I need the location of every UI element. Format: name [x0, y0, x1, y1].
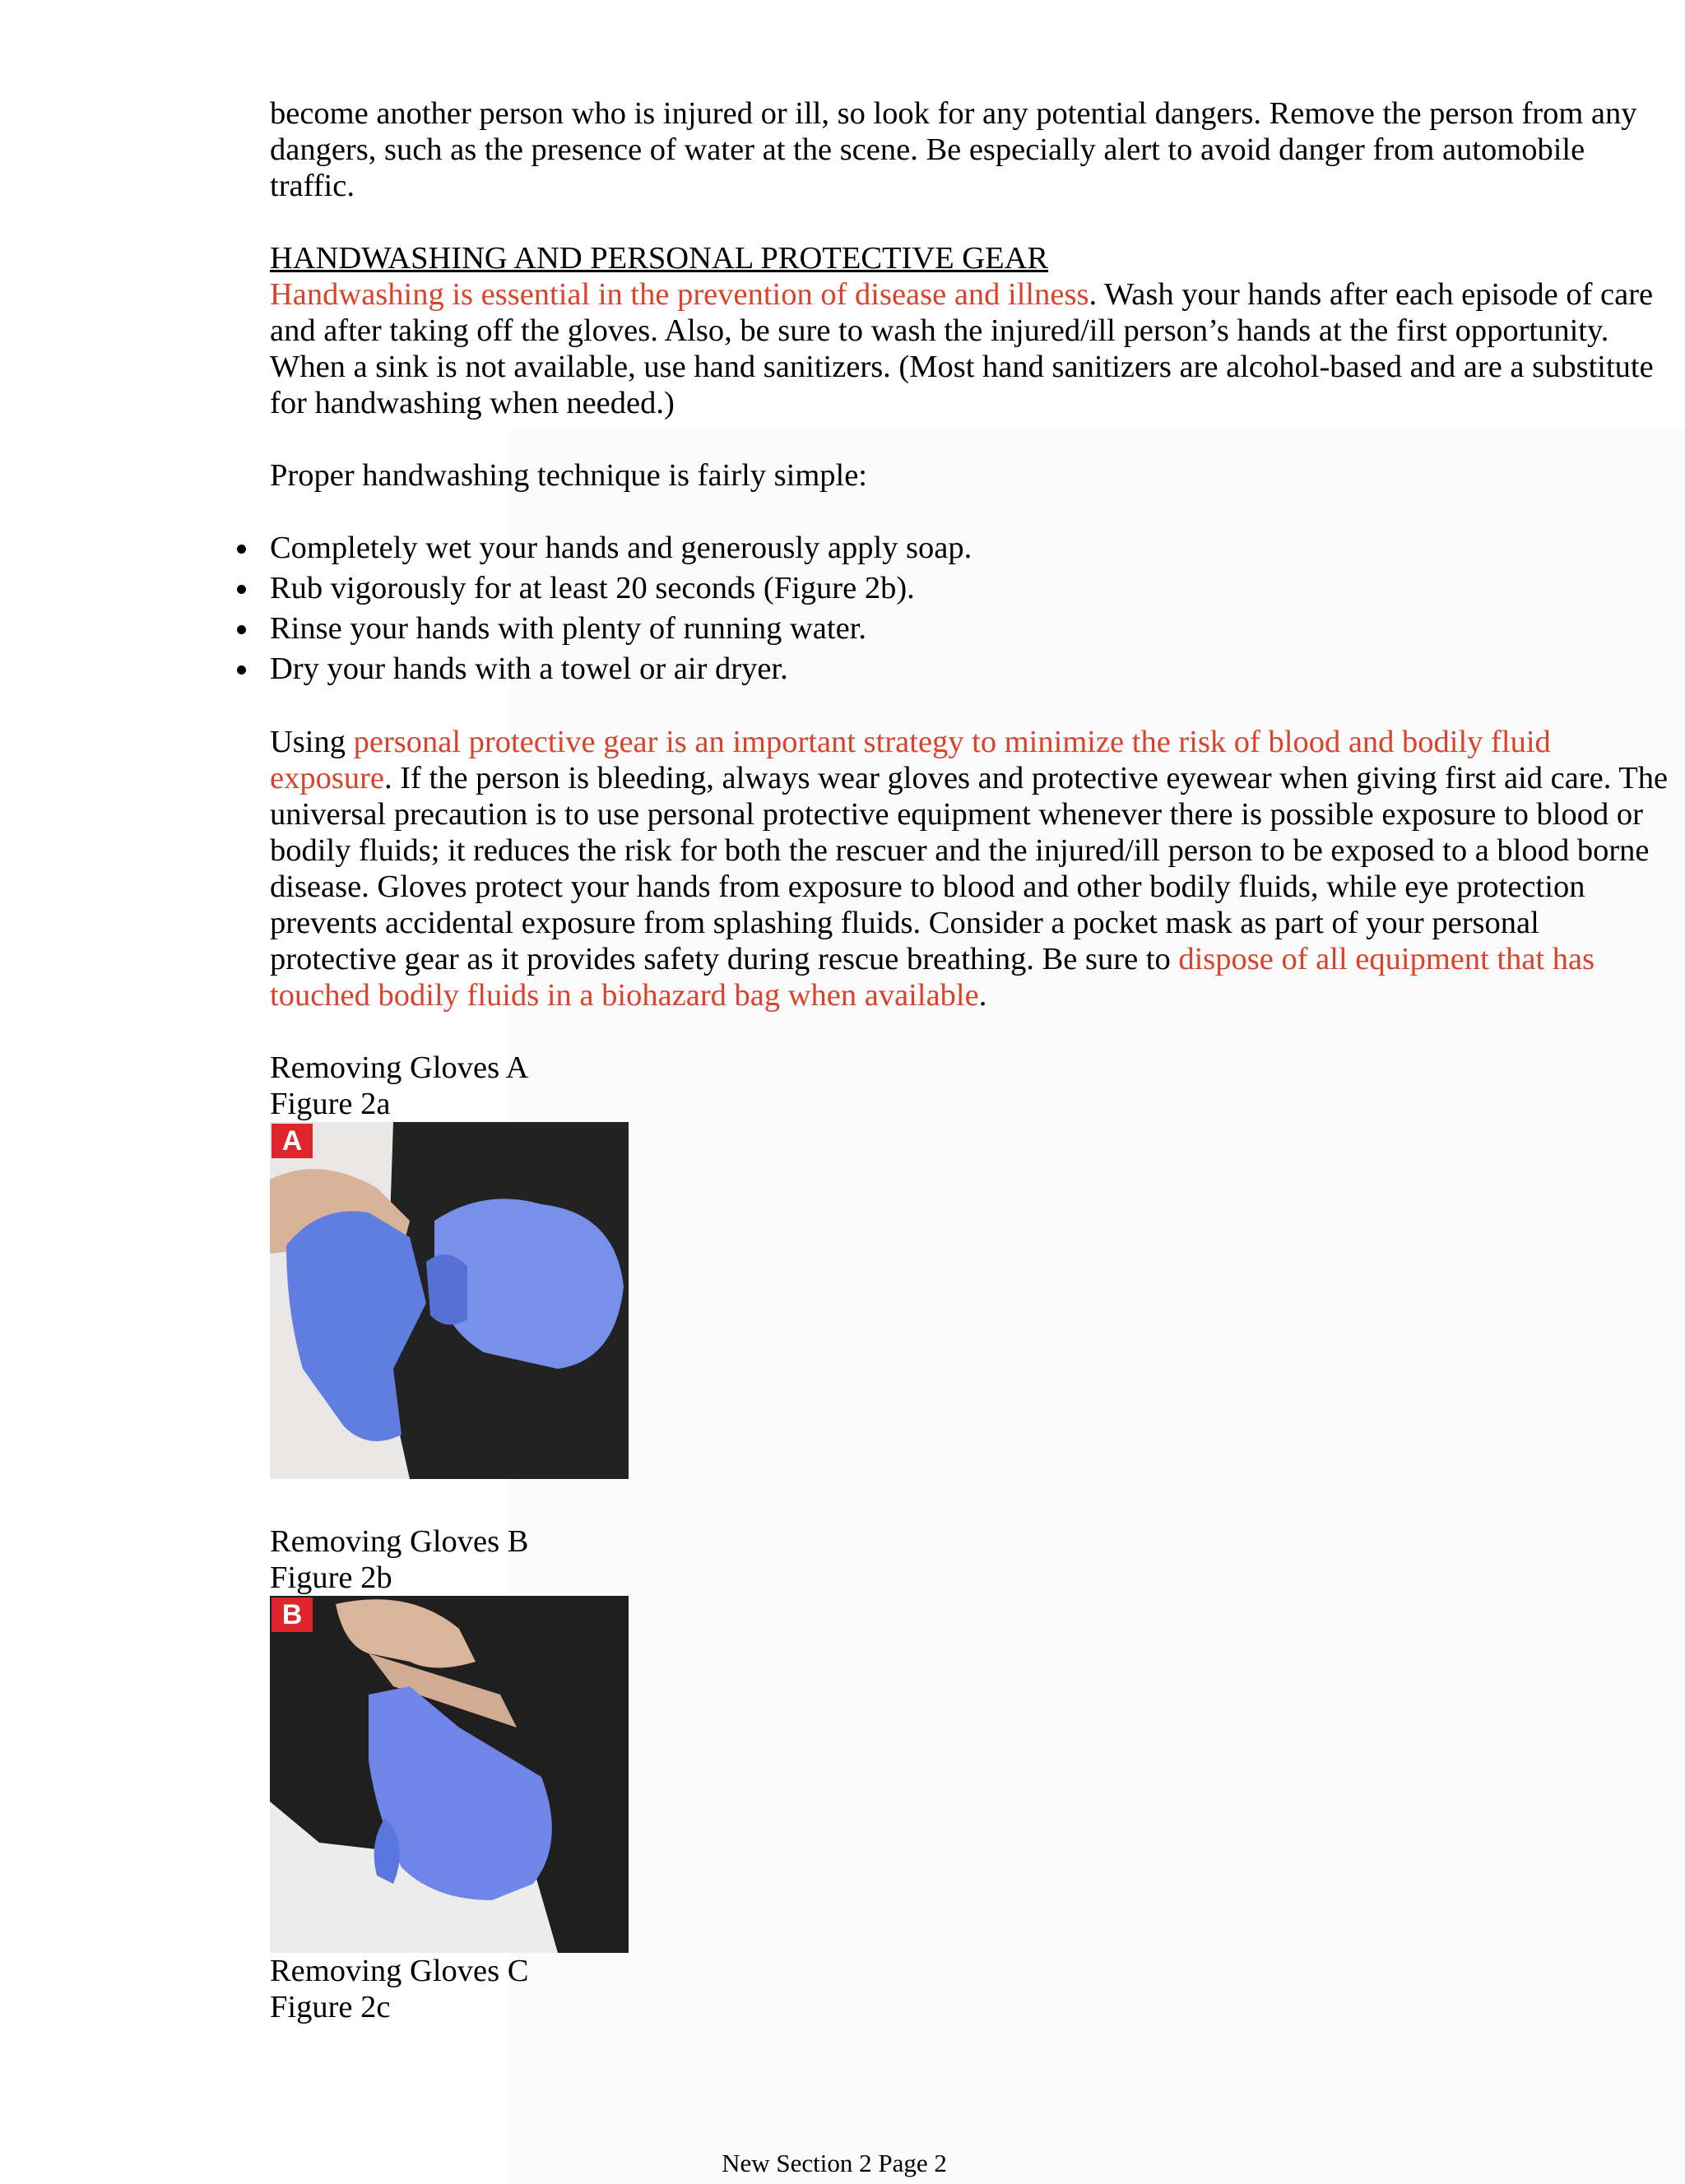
figure-b-photo	[270, 1596, 629, 1953]
list-item: Completely wet your hands and generously apply soap.	[270, 528, 1669, 568]
ppe-highlight: personal protective gear is an important strategy to minimize the risk of blood and bodily fluid exposure	[270, 725, 1551, 795]
ppe-text-a: Using	[270, 725, 354, 759]
page-footer: New Section 2 Page 2	[722, 2149, 947, 2177]
figure-a-badge: A	[272, 1124, 313, 1158]
intro-paragraph: become another person who is injured or ill, so look for any potential dangers. Remove the person from any dangers, such as the presence of water at the scene. Be especially alert to avoid danger from automobile traffic.	[270, 96, 1637, 203]
section-heading: HANDWASHING AND PERSONAL PROTECTIVE GEAR	[270, 241, 1049, 276]
figure-c-title: Removing Gloves C	[270, 1954, 529, 1988]
dispose-highlight: dispose of all equipment that has touched bodily fluids in a biohazard bag when available	[270, 942, 1595, 1013]
list-item: Rub vigorously for at least 20 seconds (Figure 2b).	[270, 568, 1669, 609]
technique-intro: Proper handwashing technique is fairly simple:	[270, 458, 867, 493]
list-item: Rinse your hands with plenty of running water.	[270, 609, 1669, 649]
protective-gear-paragraph	[270, 724, 1669, 1013]
list-item: Dry your hands with a towel or air dryer.	[270, 649, 1669, 689]
figure-b-title: Removing Gloves B	[270, 1524, 529, 1559]
figure-a-label: Figure 2a	[270, 1087, 391, 1121]
ppe-text-b: . If the person is bleeding, always wear gloves and protective eyewear when giving first aid care. The universal precaution is to use personal protective equipment whenever there is possible exposure to blood or bodily fluids; it reduces the risk for both the rescuer and the injured/ill person to be exposed to a blood borne disease. Gloves protect your hands from exposure to blood and other bodily fluids, while eye protection prevents accidental exposure from splashing fluids. Consider a pocket mask as part of your personal protective gear as it provides safety during rescue breathing. Be sure to	[270, 761, 1669, 976]
handwashing-text: . Wash your hands after each episode of care and after taking off the gloves. Also, be sure to wash the injured/ill person’s hands at the first opportunity. When a sink is not available, use hand sanitizers. (Most hand sanitizers are alcohol-based and are a substitute for handwashing when needed.)	[270, 277, 1654, 420]
handwashing-steps-list	[270, 528, 1669, 689]
document-page	[270, 95, 1669, 2025]
figure-b-label: Figure 2b	[270, 1560, 392, 1595]
handwashing-highlight: Handwashing is essential in the prevention of disease and illness	[270, 277, 1089, 312]
ppe-text-c: .	[978, 978, 987, 1013]
handwashing-paragraph	[270, 276, 1669, 421]
figure-a-title: Removing Gloves A	[270, 1050, 529, 1085]
figure-c-label: Figure 2c	[270, 1990, 391, 2024]
figure-b-badge: B	[272, 1597, 313, 1632]
figure-a-photo	[270, 1122, 629, 1479]
